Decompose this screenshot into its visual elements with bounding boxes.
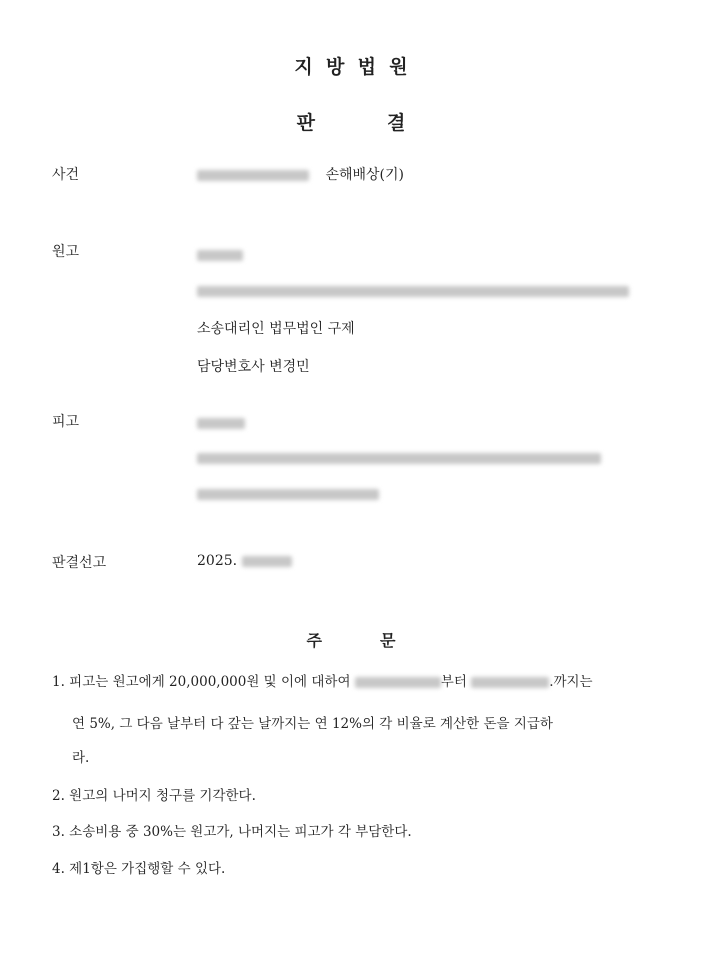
redacted-case-number	[197, 170, 309, 181]
plaintiff-representative: 소송대리인 법무법인 구제	[197, 321, 355, 337]
redacted-start-date	[355, 677, 441, 688]
order-item-1-line2: 연 5%, 그 다음 날부터 다 갚는 날까지는 연 12%의 각 비율로 계산한 돈을 지급하	[72, 716, 553, 732]
order-item-1-line3: 라.	[72, 750, 90, 766]
case-name: 손해배상(기)	[325, 167, 404, 183]
redacted-plaintiff-name	[197, 247, 243, 263]
defendant-label: 피고	[52, 414, 80, 430]
court-name: 지방법원	[294, 56, 421, 78]
redacted-defendant-representative	[197, 486, 379, 502]
document-type-left: 판	[296, 112, 315, 134]
case-value	[197, 164, 404, 184]
judgment-date-value	[197, 553, 292, 569]
order-title	[0, 628, 702, 651]
plaintiff-attorney: 담당변호사 변경민	[197, 359, 310, 375]
redacted-defendant-name	[197, 415, 245, 431]
plaintiff-label: 원고	[52, 244, 80, 260]
judgment-year: 2025.	[197, 553, 238, 569]
redacted-defendant-address	[197, 450, 601, 466]
order-title-left: 주	[306, 631, 322, 650]
order-item-1-line1: 1. 피고는 원고에게 20,000,000원 및 이에 대하여 부터 .까지는	[52, 674, 593, 690]
order-item-3: 3. 소송비용 중 30%는 원고가, 나머지는 피고가 각 부담한다.	[52, 824, 412, 840]
order-item-4: 4. 제1항은 가집행할 수 있다.	[52, 861, 226, 877]
document-type	[0, 108, 702, 135]
order-title-right: 문	[380, 631, 396, 650]
case-label: 사건	[52, 167, 80, 183]
redacted-end-date	[471, 677, 549, 688]
document-type-right: 결	[387, 112, 406, 134]
judgment-date-label: 판결선고	[52, 555, 107, 571]
redacted-plaintiff-address	[197, 283, 629, 299]
redacted-judgment-date	[242, 556, 292, 567]
order-item-2: 2. 원고의 나머지 청구를 기각한다.	[52, 788, 256, 804]
